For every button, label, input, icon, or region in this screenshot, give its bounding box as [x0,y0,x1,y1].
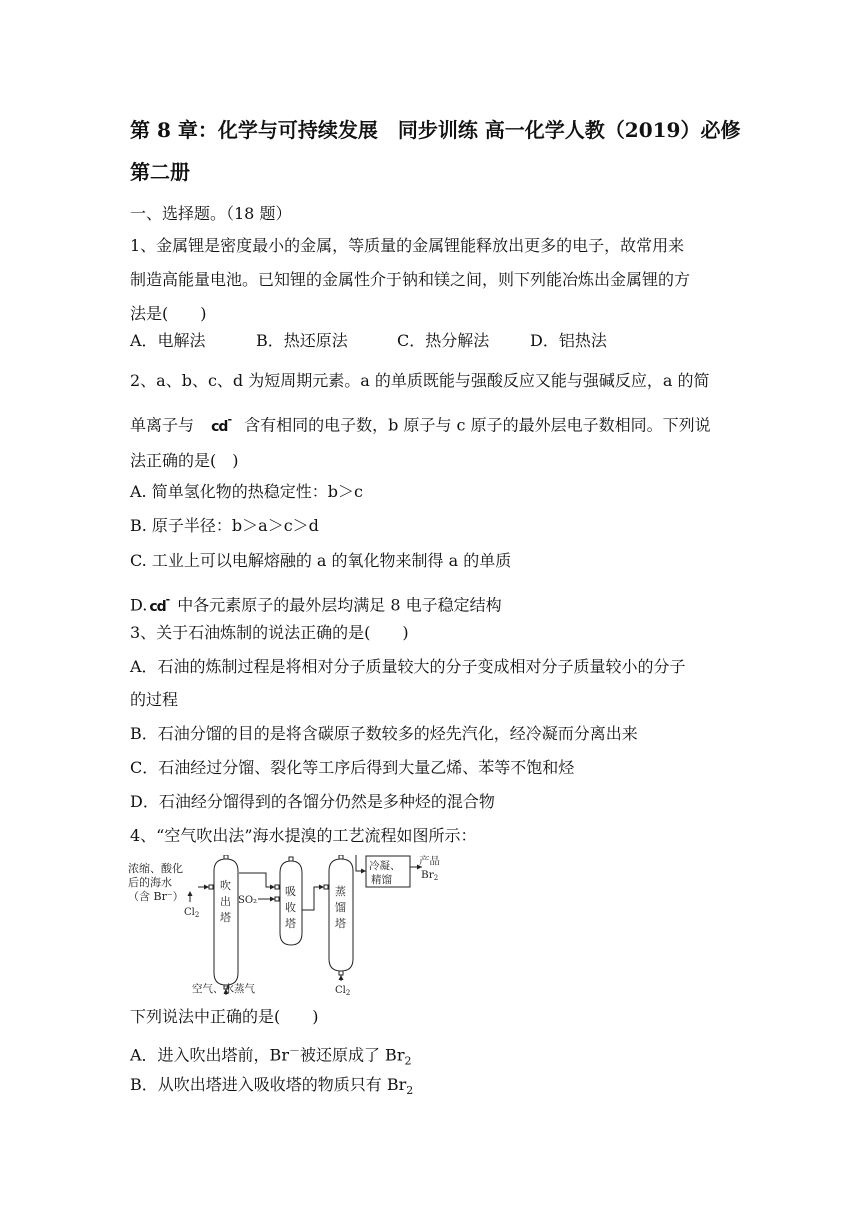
q2-line1: 2、a、b、c、d 为短周期元素。a 的单质既能与强酸反应又能与强碱反应，a 的简 [130,371,710,390]
tower2-char1: 吸 [285,885,296,898]
pipe-tower1-to-tower2 [239,873,275,887]
q4-option-a-pre: A．进入吹出塔前，Br [130,1045,289,1065]
q2-option-d-post: 中各元素原子的最外层均满足 8 电子稳定结构 [177,595,502,615]
bromine-process-diagram [126,855,456,1000]
q2-line2-pre: 单离子与 [130,415,195,435]
q1-line1: 1、金属锂是密度最小的金属，等质量的金属锂能释放出更多的电子，故常用来 [130,236,685,255]
nozzle [324,885,328,889]
cd-formula-charge: - [227,413,232,426]
arrow-head [270,885,275,890]
q2-option-b: B. 原子半径：b＞a＞c＞d [130,516,319,535]
cd-formula-main: cd [211,418,228,435]
tower1-char2: 出 [220,895,231,908]
arrow-head [188,891,193,896]
q4-option-a-sub: 2 [404,1054,412,1068]
q2-option-a: A. 简单氢化物的热稳定性：b＞c [130,482,363,501]
doc-title-line2: 第二册 [130,160,190,184]
q2-line2-post: 含有相同的电子数，b 原子与 c 原子的最外层电子数相同。下列说 [244,415,711,435]
cl2-bottom-label: $Cl_2$ [335,985,351,997]
nozzle [209,885,213,889]
product-label-1: 产品 [419,855,440,867]
q2-option-d-pre: D. [130,595,148,615]
nozzle [339,971,343,975]
q3-option-c: C．石油经过分馏、裂化等工序后得到大量乙烯、苯等不饱和烃 [130,758,575,777]
arrow-head [204,885,209,890]
tower3-char3: 塔 [335,917,346,930]
pipe-tower2-to-tower3 [302,887,324,910]
product-label-2: Br2 [421,869,439,882]
q4-option-a-sup: － [288,1044,300,1057]
tower3-char1: 蒸 [335,885,346,898]
q1-line2: 制造高能量电池。已知锂的金属性介于钠和镁之间，则下列能冶炼出金属锂的方 [130,270,691,289]
box-label-1: 冷凝、 [369,860,401,872]
cd-formula-d-charge: - [165,593,170,606]
nozzle [339,855,343,859]
cd-formula [211,413,232,435]
cl2-in-label: $Cl_2$ [184,907,200,919]
q4-option-a-mid: 被还原成了 Br [299,1045,405,1065]
q2-line3: 法正确的是( ) [130,451,239,470]
feed-label-3: （含 Br⁻） [128,890,184,903]
q2-option-c: C. 工业上可以电解熔融的 a 的氧化物来制得 a 的单质 [130,551,512,570]
q1-option-a: A．电解法 [130,331,206,350]
tower2-char2: 收 [285,901,296,914]
q4-question: 下列说法中正确的是( ) [130,1007,319,1026]
pipe-tower3-to-box [343,855,366,871]
q2-line2 [130,412,711,437]
cd-formula-d-main: cd [149,598,166,615]
q1-option-b: B．热还原法 [256,331,348,350]
tower1-char3: 塔 [220,911,231,924]
q1-line3: 法是( ) [130,304,207,323]
q2-option-d [130,592,502,617]
feed-label-1: 浓缩、酸化 [128,862,183,875]
doc-title-line1: 第 8 章：化学与可持续发展 同步训练 高一化学人教（2019）必修 [130,118,741,142]
q4-option-b-pre: B．从吹出塔进入吸收塔的物质只有 Br [130,1075,407,1094]
q3-option-a-line1: A．石油的炼制过程是将相对分子质量较大的分子变成相对分子质量较小的分子 [130,657,686,676]
arrow-head [339,975,344,980]
section-heading: 一、选择题。（18 题） [130,204,292,223]
q3-option-b: B．石油分馏的目的是将含碳原子数较多的烃先汽化，经冷凝而分离出来 [130,724,638,743]
q3-line1: 3、关于石油炼制的说法正确的是( ) [130,623,409,642]
q4-option-b-sub: 2 [406,1084,414,1098]
q1-option-d: D．铝热法 [530,331,607,350]
nozzle [224,855,228,859]
tower1-char1: 吹 [220,879,231,892]
distillation-tower-shape [329,859,353,971]
q4-line1: 4、“空气吹出法”海水提溴的工艺流程如图所示： [130,826,477,845]
feed-label-2: 后的海水 [128,876,172,889]
air-steam-label: 空气、水蒸气 [192,983,255,995]
tower2-char3: 塔 [285,917,296,930]
q3-option-a-line2: 的过程 [130,690,179,709]
q3-option-d: D．石油经分馏得到的各馏分仍然是多种烃的混合物 [130,792,495,811]
arrow-head [319,885,324,890]
q4-option-b [130,1075,413,1101]
nozzle [275,897,279,901]
q4-option-a [130,1041,411,1072]
nozzle [275,885,279,889]
nozzle [289,857,293,861]
cd-formula-d [149,593,170,615]
box-label-2: 精馏 [371,874,392,886]
tower3-char2: 馏 [335,901,346,914]
so2-label: SO₂ [238,895,258,906]
arrow-head [361,869,366,874]
arrow-head [270,897,275,902]
q1-option-c: C．热分解法 [397,331,490,350]
